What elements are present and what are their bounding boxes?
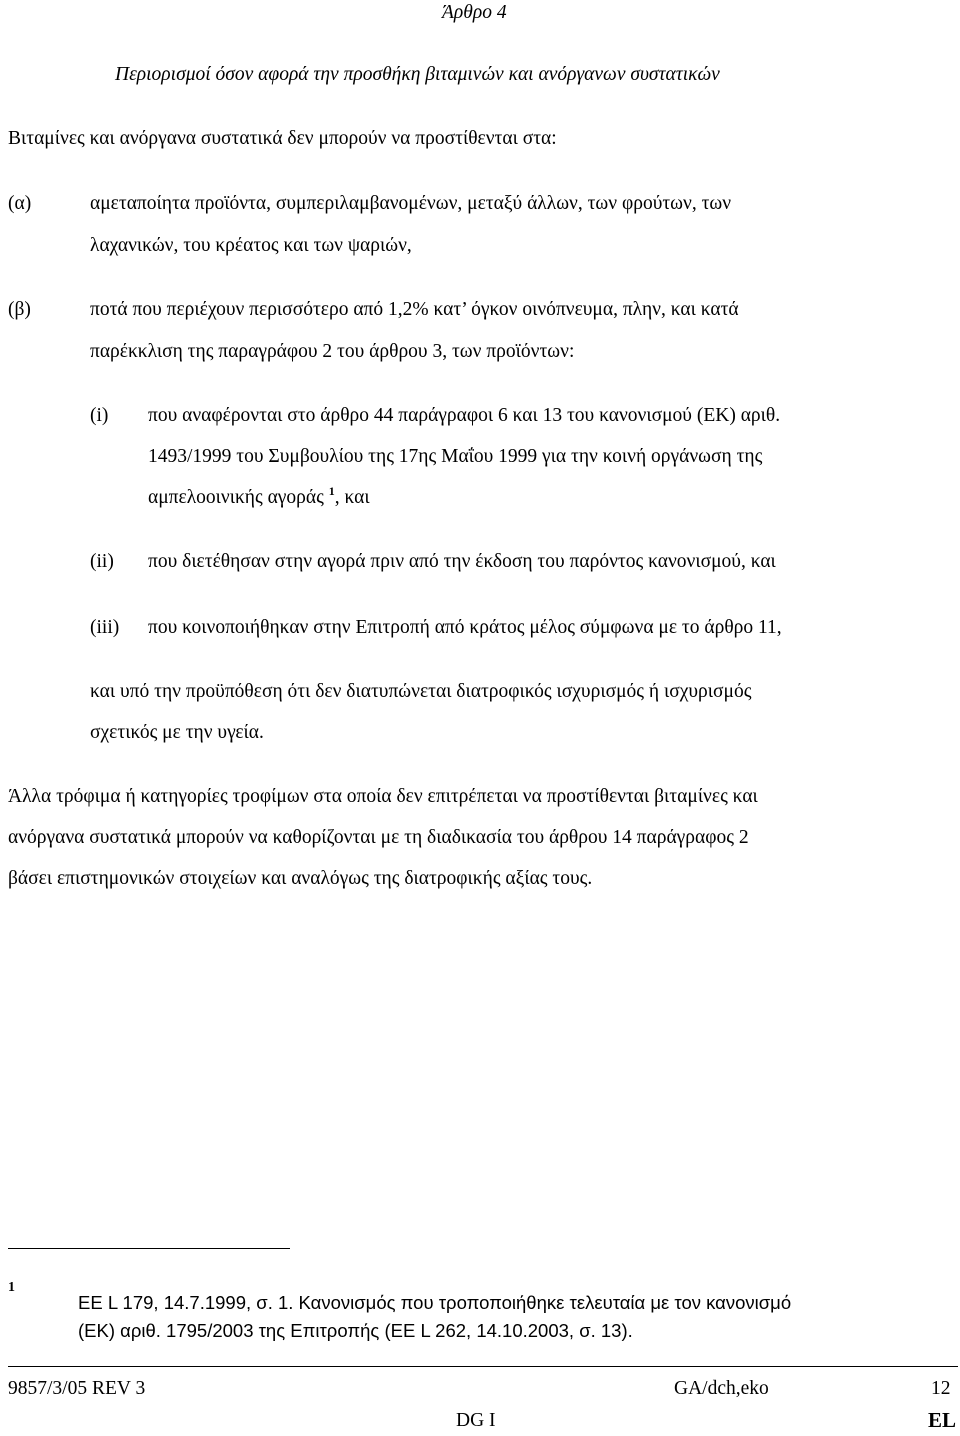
footer-separator (8, 1366, 958, 1367)
footer-directorate: DG I (456, 1410, 496, 1431)
subitem-i-line (148, 484, 370, 509)
item-a-line: λαχανικών, του κρέατος και των ψαριών, (90, 235, 412, 256)
subitem-ii-line: που διετέθησαν στην αγορά πριν από την έκδοση του παρόντος κανονισμού, και (148, 551, 776, 572)
footer-language: EL (928, 1408, 957, 1432)
closing-line: Άλλα τρόφιμα ή κατηγορίες τροφίμων στα οποία δεν επιτρέπεται να προστίθενται βιταμίνες και (8, 786, 758, 807)
subitem-i-line: 1493/1999 του Συμβουλίου της 17ης Μαΐου 1999 για την κοινή οργάνωση της (148, 446, 763, 467)
intro-text: Βιταμίνες και ανόργανα συστατικά δεν μπορούν να προστίθενται στα: (8, 128, 557, 149)
footer-doc-ref: 9857/3/05 REV 3 (8, 1378, 146, 1399)
item-a-line: αμεταποίητα προϊόντα, συμπεριλαμβανομένων, μεταξύ άλλων, των φρούτων, των (90, 193, 732, 214)
footer-initials: GA/dch,eko (674, 1378, 769, 1399)
subitem-i-line: που αναφέρονται στο άρθρο 44 παράγραφοι 6 και 13 του κανονισμού (ΕΚ) αριθ. (148, 405, 781, 426)
subitem-i-marker: (i) (90, 405, 109, 426)
item-b-line: ποτά που περιέχουν περισσότερο από 1,2% κατ’ όγκον οινόπνευμα, πλην, και κατά (90, 299, 739, 320)
closing-line: βάσει επιστημονικών στοιχείων και αναλόγως της διατροφικής αξίας τους. (8, 868, 593, 889)
footnote-line: ΕΕ L 179, 14.7.1999, σ. 1. Κανονισμός που τροποποιήθηκε τελευταία με τον κανονισμό (78, 1292, 792, 1313)
article-subtitle: Περιορισμοί όσον αφορά την προσθήκη βιταμινών και ανόργανων συστατικών (115, 64, 720, 85)
article-title: Άρθρο 4 (442, 2, 507, 23)
subitem-i-text: αμπελοοινικής αγοράς (148, 487, 329, 508)
subitem-ii-marker: (ii) (90, 551, 114, 572)
condition-line: σχετικός με την υγεία. (90, 722, 264, 743)
subitem-i-end: , και (334, 487, 370, 508)
item-b-marker: (β) (8, 299, 31, 320)
subitem-iii-line: που κοινοποιήθηκαν στην Επιτροπή από κράτος μέλος σύμφωνα με το άρθρο 11, (148, 617, 782, 638)
footnote-separator (8, 1248, 290, 1249)
footnote-reference[interactable]: 1 (328, 484, 335, 498)
closing-line: ανόργανα συστατικά μπορούν να καθορίζονται με τη διαδικασία του άρθρου 14 παράγραφος 2 (8, 827, 749, 848)
footnote-line: (ΕΚ) αριθ. 1795/2003 της Επιτροπής (ΕΕ L 262, 14.10.2003, σ. 13). (78, 1320, 633, 1341)
condition-line: και υπό την προϋπόθεση ότι δεν διατυπώνεται διατροφικός ισχυρισμός ή ισχυρισμός (90, 681, 752, 702)
item-b-line: παρέκκλιση της παραγράφου 2 του άρθρου 3, των προϊόντων: (90, 341, 575, 362)
subitem-iii-marker: (iii) (90, 617, 120, 638)
footer-page-number: 12 (931, 1378, 951, 1399)
item-a-marker: (α) (8, 193, 32, 214)
footnote-number: 1 (8, 1280, 15, 1295)
